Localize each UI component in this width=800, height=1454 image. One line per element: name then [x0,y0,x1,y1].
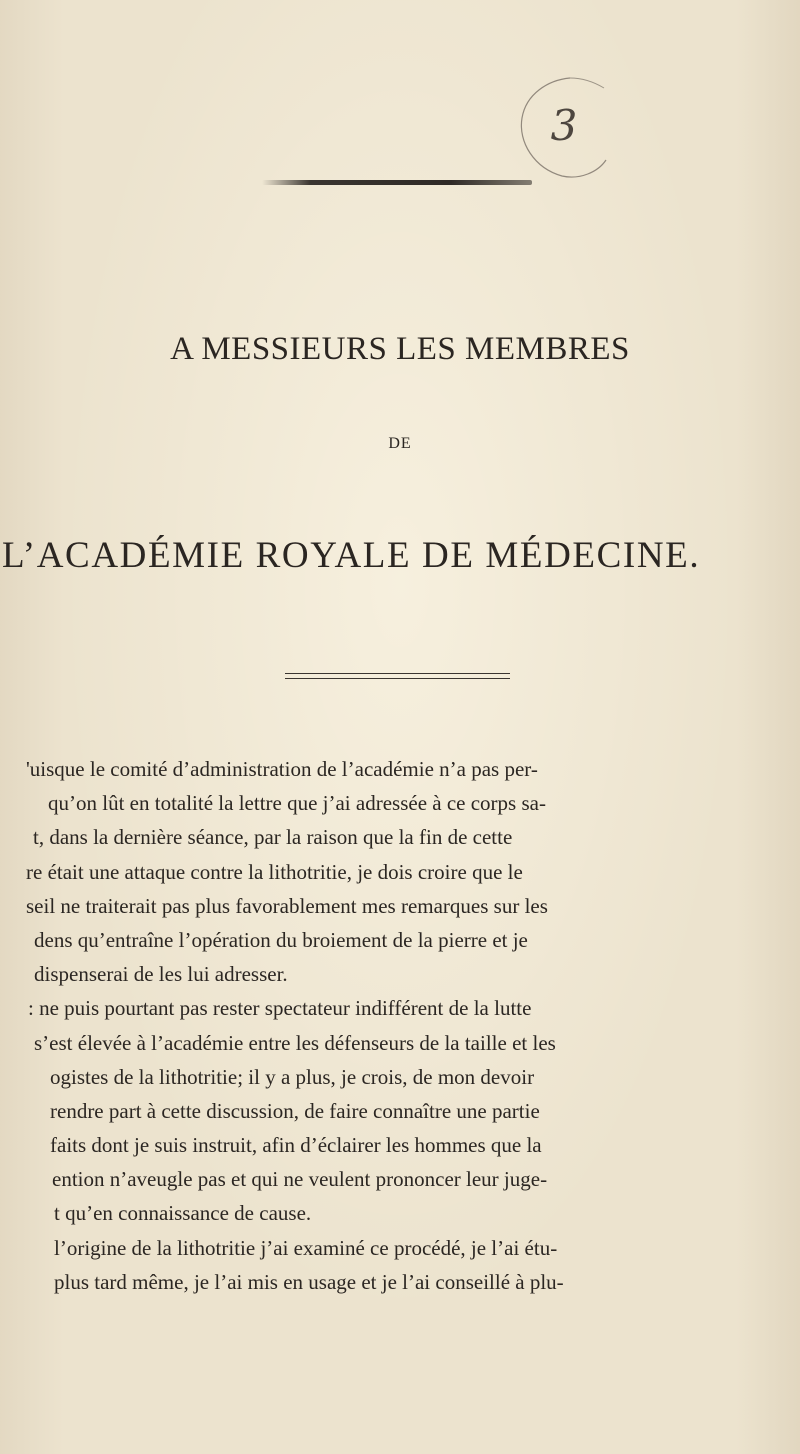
letter-body [26,752,794,1299]
text-line: : ne puis pourtant pas rester spectateur indifférent de la lutte [28,996,532,1021]
text-line: seil ne traiterait pas plus favorablement mes remarques sur les [26,893,548,918]
text-line: ogistes de la lithotritie; il y a plus, je crois, de mon devoir [50,1064,535,1089]
folio-mark [508,72,614,186]
text-line: l’origine de la lithotritie j’ai examiné ce procédé, je l’ai étu- [54,1235,558,1260]
section-rule [285,673,510,679]
text-line: rendre part à cette discussion, de faire connaître une partie [50,1098,540,1123]
text-line: dispenserai de les lui adresser. [34,962,288,987]
text-line: t, dans la dernière séance, par la raison que la fin de cette [33,825,513,850]
dedication-line-1: A MESSIEURS LES MEMBRES [170,331,630,367]
circled-number-icon [508,72,614,186]
top-rule [262,180,532,185]
text-line: s’est élevée à l’académie entre les défenseurs de la taille et les [34,1030,556,1055]
text-line: 'uisque le comité d’administration de l’académie n’a pas per- [26,757,538,781]
text-line: dens qu’entraîne l’opération du broiement de la pierre et je [34,927,528,952]
text-line: t qu’en connaissance de cause. [54,1201,312,1226]
text-line: plus tard même, je l’ai mis en usage et je l’ai conseillé à plu- [54,1269,564,1294]
text-line: re était une attaque contre la lithotritie, je dois croire que le [26,859,523,884]
text-line: qu’on lût en totalité la lettre que j’ai adressée à ce corps sa- [48,791,546,816]
dedication-line-2: DE [388,435,412,452]
text-line: faits dont je suis instruit, afin d’éclairer les hommes que la [50,1133,542,1158]
dedication-line-3: L’ACADÉMIE ROYALE DE MÉDECINE. [2,535,701,576]
text-line: ention n’aveugle pas et qui ne veulent prononcer leur juge- [52,1167,548,1192]
folio-number: 3 [550,101,578,150]
